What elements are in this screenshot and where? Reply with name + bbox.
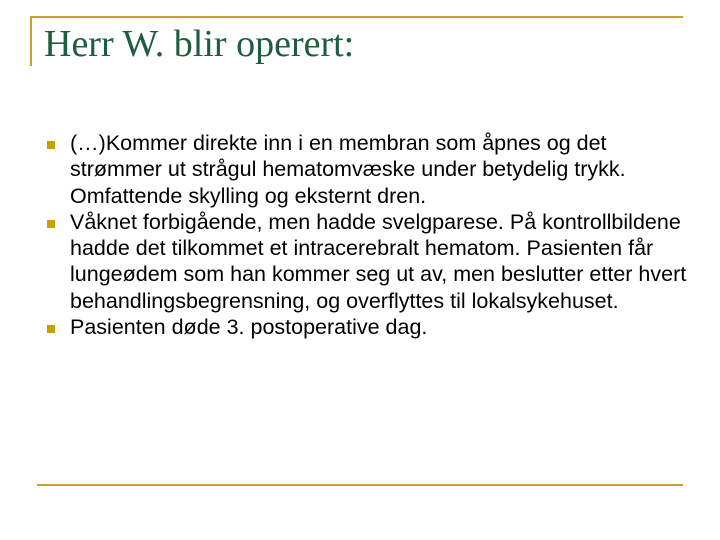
left-rule bbox=[30, 16, 32, 66]
list-item bbox=[44, 130, 694, 209]
slide-title: Herr W. blir operert: bbox=[44, 23, 355, 65]
list-item bbox=[44, 209, 694, 314]
bottom-rule bbox=[37, 484, 683, 486]
bullet-text: Våknet forbigående, men hadde svelgparese. På kontrollbildene hadde det tilkommet et intracerebralt hematom. Pasienten får lungeødem som han kommer seg ut av, men beslutter etter hvert behandlingsbegrensning, og overflyttes til lokalsykehuset. bbox=[70, 209, 687, 313]
square-bullet-icon bbox=[47, 141, 55, 149]
bullet-text: (…)Kommer direkte inn i en membran som åpnes og det strømmer ut strågul hematomvæske under betydelig trykk. Omfattende skylling og eksternt dren. bbox=[70, 131, 626, 208]
bullet-text: Pasienten døde 3. postoperative dag. bbox=[70, 315, 428, 340]
square-bullet-icon bbox=[47, 325, 55, 333]
square-bullet-icon bbox=[47, 220, 55, 228]
top-rule bbox=[30, 16, 683, 18]
list-item bbox=[44, 314, 694, 340]
bullet-list bbox=[44, 130, 694, 340]
